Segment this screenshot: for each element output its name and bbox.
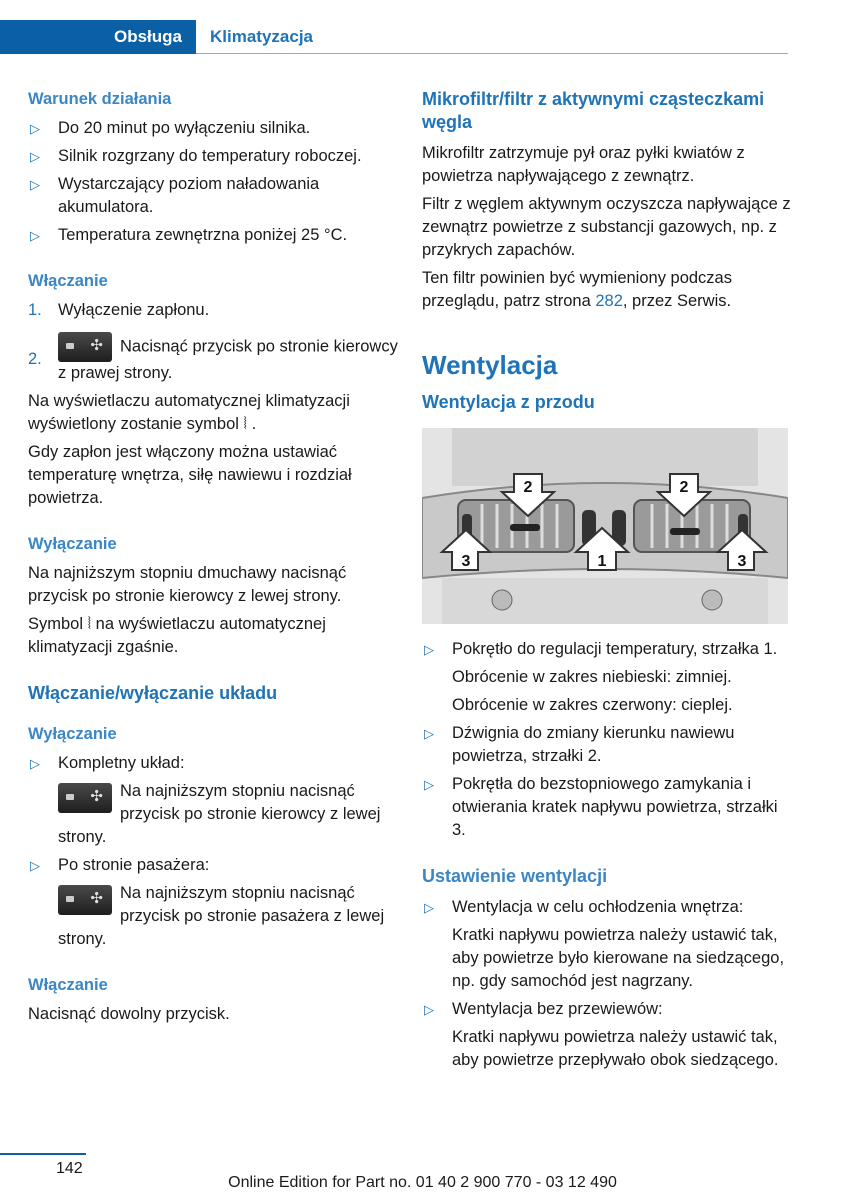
section-title: Klimatyzacja [210,27,313,46]
chapter-tab [0,20,196,54]
paragraph: Symbol ⦚ na wyświetlaczu automatycznej klimatyzacji zgaśnie. [28,615,326,656]
paragraph: Ten filtr powinien być wymieniony podczas przeglądu, patrz strona 282, przez Serwis. [422,269,732,310]
step-item: 2. ✣ Nacisnąć przycisk po stronie kierowcy z prawej strony. [28,332,398,385]
button-instruction: ✣ Na najniższym stopniu nacisnąć przycisk po stronie kierowcy z lewej [58,780,398,826]
arrow-label-2: 2 [679,479,689,496]
button-instruction: ✣ Na najniższym stopniu nacisnąć przycisk po stronie pasażera z lewej [58,882,398,928]
triangle-right-icon: ▷ [30,177,40,192]
paragraph: strony. [58,930,107,948]
system-off-heading: Wyłączanie [28,725,117,743]
paragraph: Obrócenie w zakres niebieski: zimniej. [452,668,732,686]
arrow-label-1: 1 [597,553,607,570]
triangle-right-icon: ▷ [424,726,434,741]
paragraph: Filtr z węglem aktywnym oczyszcza napływające z zewnątrz powietrze z substancji gazowych, np. z przykrych zapachów. [422,195,791,259]
list-item: ▷ Pokrętło do regulacji temperatury, strzałka 1. [422,638,792,661]
triangle-right-icon: ▷ [30,756,40,771]
paragraph: Na najniższym stopniu dmuchawy nacisnąć przycisk po stronie kierowcy z lewej strony. [28,564,347,605]
list-item: ▷ Pokrętła do bezstopniowego zamykania i otwierania kratek napływu powietrza, strzałki 3. [424,775,778,839]
condition-heading: Warunek działania [28,90,172,108]
paragraph: Kratki napływu powietrza należy ustawić tak, aby powietrze było kierowane na siedzącego, np. gdy samochód jest nagrzany. [452,926,785,990]
fan-button-icon: ✣ [58,885,112,915]
list-item: ▷ Po stronie pasażera: [28,854,398,877]
paragraph: Mikrofiltr zatrzymuje pył oraz pyłki kwiatów z powietrza napływającego z zewnątrz. [422,144,745,185]
triangle-right-icon: ▷ [424,777,434,792]
airflow-icon: ⦚ [87,615,92,633]
vent-settings-heading: Ustawienie wentylacji [422,866,608,886]
page-link[interactable]: 282 [595,292,623,310]
arrow-label-3: 3 [737,553,747,570]
page-number: 142 [56,1160,83,1177]
triangle-right-icon: ▷ [30,858,40,873]
step-item: 1. Wyłączenie zapłonu. [28,301,210,319]
paragraph: Na wyświetlaczu automatycznej klimatyzacji wyświetlony zostanie symbol ⦚ . [28,392,350,433]
arrow-label-2: 2 [523,479,533,496]
list-item: ▷ Temperatura zewnętrzna poniżej 25 °C. [28,224,398,247]
list-item: ▷ Dźwignia do zmiany kierunku nawiewu powietrza, strzałki 2. [424,724,735,765]
paragraph: Obrócenie w zakres czerwony: cieplej. [452,696,733,714]
airflow-icon: ⦚ [243,415,247,433]
fan-button-icon: ✣ [58,783,112,813]
arrow-label-3: 3 [461,553,471,570]
triangle-right-icon: ▷ [424,1002,434,1017]
front-ventilation-heading: Wentylacja z przodu [422,392,595,412]
triangle-right-icon: ▷ [424,900,434,915]
air-vents-figure [422,428,788,624]
paragraph: Nacisnąć dowolny przycisk. [28,1005,230,1023]
list-item: ▷ Silnik rozgrzany do temperatury roboczej. [28,145,398,168]
triangle-right-icon: ▷ [30,228,40,243]
paragraph: strony. [58,828,107,846]
list-item: ▷ Do 20 minut po wyłączeniu silnika. [28,117,398,140]
system-on-heading: Włączanie [28,976,108,994]
triangle-right-icon: ▷ [424,642,434,657]
triangle-right-icon: ▷ [30,149,40,164]
left-column [28,88,398,1031]
filter-heading: Mikrofiltr/filtr z aktywnymi cząsteczkami węgla [422,89,765,132]
switch-off-heading: Wyłączanie [28,535,117,553]
list-item: ▷ Wentylacja w celu ochłodzenia wnętrza: [422,896,792,919]
edition-note: Online Edition for Part no. 01 40 2 900 770 - 03 12 490 [228,1174,617,1191]
list-item: ▷ Wentylacja bez przewiewów: [422,998,792,1021]
list-item: ▷ Kompletny układ: [28,752,398,775]
system-heading: Włączanie/wyłączanie układu [28,683,278,703]
fan-button-icon: ✣ [58,332,112,362]
switch-on-heading: Włączanie [28,272,108,290]
paragraph: Gdy zapłon jest włączony można ustawiać temperaturę wnętrza, siłę nawiewu i rozdział powietrza. [28,443,352,507]
ventilation-heading: Wentylacja [422,350,558,380]
footer-divider [0,1153,86,1155]
triangle-right-icon: ▷ [30,121,40,136]
header-divider [196,53,788,54]
list-item: ▷ Wystarczający poziom naładowania akumulatora. [30,175,320,216]
right-column [422,88,792,1077]
chapter-title: Obsługa [113,27,182,46]
paragraph: Kratki napływu powietrza należy ustawić tak, aby powietrze przepływało obok siedzącego. [452,1028,779,1069]
